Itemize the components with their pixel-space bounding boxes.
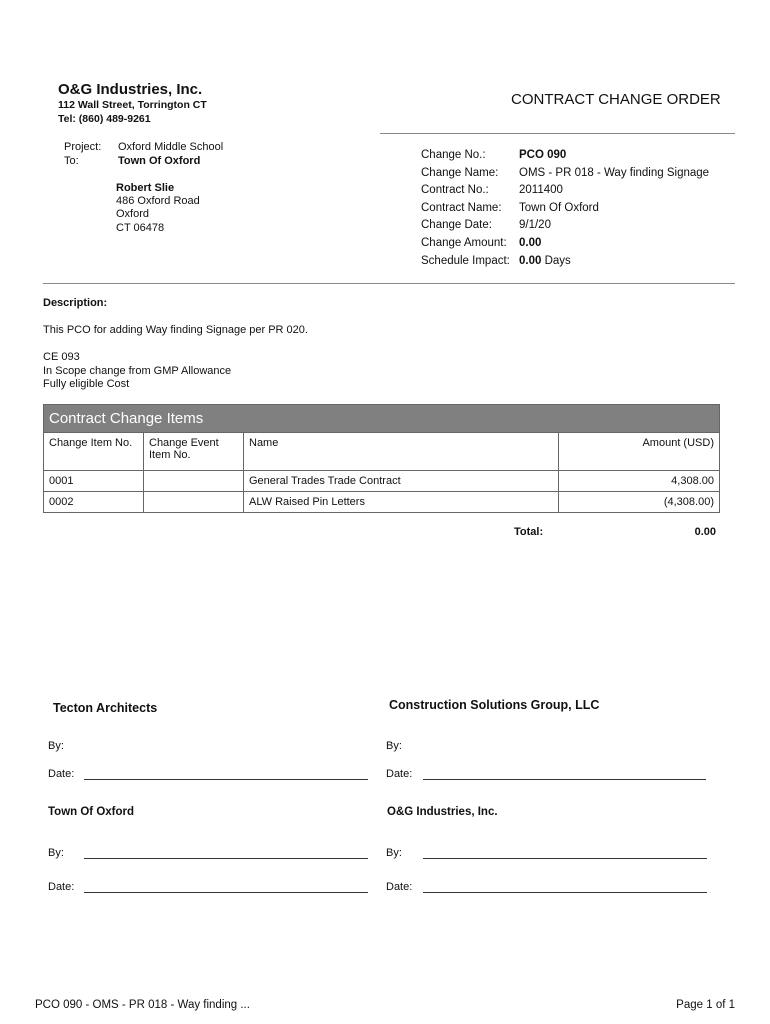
company-address-block xyxy=(58,98,207,126)
company-name: O&G Industries, Inc. xyxy=(58,81,203,98)
description-line-1: This PCO for adding Way finding Signage per PR 020. xyxy=(43,324,308,336)
footer-page-number: Page 1 of 1 xyxy=(676,999,735,1011)
company-phone: Tel: (860) 489-9261 xyxy=(58,113,151,125)
col-header-name: Name xyxy=(244,433,559,471)
description-line-4: Fully eligible Cost xyxy=(43,378,130,390)
project-label: Project: xyxy=(64,141,102,153)
sig-org-csg: Construction Solutions Group, LLC xyxy=(389,698,600,712)
cell-event-no xyxy=(144,471,244,492)
change-date-value: 9/1/20 xyxy=(519,219,551,231)
cell-amount: 4,308.00 xyxy=(559,471,720,492)
description-line-3: In Scope change from GMP Allowance xyxy=(43,365,232,377)
change-no-label: Change No.: xyxy=(421,149,486,161)
table-header-row xyxy=(44,433,720,471)
change-name-label: Change Name: xyxy=(421,167,499,179)
to-label: To: xyxy=(64,155,79,167)
contract-change-items-table xyxy=(43,404,720,513)
sig-by-line[interactable] xyxy=(84,858,368,859)
sig-by-label: By: xyxy=(48,847,64,859)
col-header-event-no: Change Event Item No. xyxy=(144,433,244,471)
cell-name: General Trades Trade Contract xyxy=(244,471,559,492)
sig-date-line[interactable] xyxy=(84,779,368,780)
total-label: Total: xyxy=(514,526,544,538)
cell-item-no: 0001 xyxy=(44,471,144,492)
header-divider xyxy=(380,133,735,134)
sig-by-label: By: xyxy=(386,740,402,752)
contact-city: Oxford xyxy=(116,208,150,220)
schedule-impact-number: 0.00 xyxy=(519,255,542,267)
cell-event-no xyxy=(144,492,244,513)
sig-date-label: Date: xyxy=(48,768,75,780)
sig-date-line[interactable] xyxy=(423,892,707,893)
contract-no-value: 2011400 xyxy=(519,184,563,196)
change-amount-label: Change Amount: xyxy=(421,237,507,249)
change-name-value: OMS - PR 018 - Way finding Signage xyxy=(519,167,710,179)
contract-name-label: Contract Name: xyxy=(421,202,502,214)
change-no-value: PCO 090 xyxy=(519,149,567,161)
to-value: Town Of Oxford xyxy=(118,155,201,167)
total-value: 0.00 xyxy=(694,526,716,538)
table-row xyxy=(44,492,720,513)
change-amount-value: 0.00 xyxy=(519,237,542,249)
sig-by-label: By: xyxy=(48,740,64,752)
sig-by-line[interactable] xyxy=(423,858,707,859)
cell-amount: (4,308.00) xyxy=(559,492,720,513)
sig-org-og-industries: O&G Industries, Inc. xyxy=(387,806,498,818)
document-title: CONTRACT CHANGE ORDER xyxy=(511,91,721,108)
change-date-label: Change Date: xyxy=(421,219,492,231)
sig-date-label: Date: xyxy=(386,881,413,893)
table-row xyxy=(44,471,720,492)
footer-document-name: PCO 090 - OMS - PR 018 - Way finding ... xyxy=(35,999,250,1011)
project-value: Oxford Middle School xyxy=(118,141,224,153)
contract-no-label: Contract No.: xyxy=(421,184,489,196)
sig-date-label: Date: xyxy=(386,768,413,780)
sig-date-line[interactable] xyxy=(84,892,368,893)
table-banner xyxy=(44,405,720,433)
section-divider xyxy=(43,283,735,284)
col-header-item-no: Change Item No. xyxy=(44,433,144,471)
sig-date-line[interactable] xyxy=(423,779,706,780)
col-header-amount: Amount (USD) xyxy=(559,433,720,471)
contact-street: 486 Oxford Road xyxy=(116,195,200,207)
sig-org-tecton: Tecton Architects xyxy=(53,701,158,715)
sig-date-label: Date: xyxy=(48,881,75,893)
contract-name-value: Town Of Oxford xyxy=(519,202,599,214)
cell-name: ALW Raised Pin Letters xyxy=(244,492,559,513)
schedule-impact-value xyxy=(519,255,571,267)
sig-org-town-of-oxford: Town Of Oxford xyxy=(48,806,135,818)
cell-item-no: 0002 xyxy=(44,492,144,513)
description-line-2: CE 093 xyxy=(43,351,80,363)
schedule-impact-unit: Days xyxy=(544,255,571,267)
table-title: Contract Change Items xyxy=(44,405,720,433)
contact-state-zip: CT 06478 xyxy=(116,222,165,234)
sig-by-label: By: xyxy=(386,847,402,859)
schedule-impact-label: Schedule Impact: xyxy=(421,255,510,267)
description-label: Description: xyxy=(43,297,108,309)
contact-name: Robert Slie xyxy=(116,182,175,194)
company-address: 112 Wall Street, Torrington CT xyxy=(58,99,207,111)
